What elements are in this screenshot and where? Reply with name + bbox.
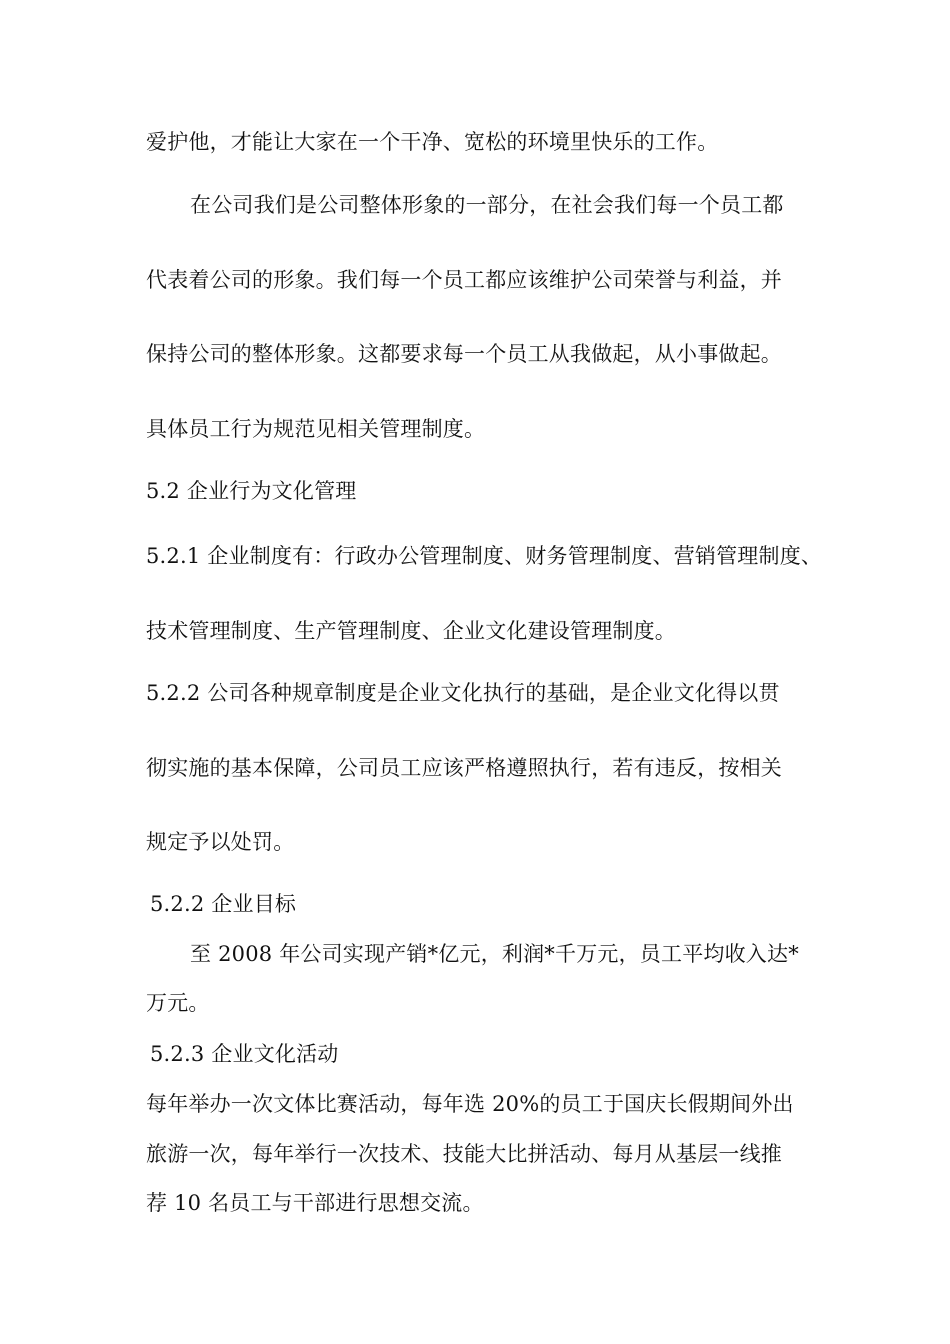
paragraph-line: 5.2.1 企业制度有：行政办公管理制度、财务管理制度、营销管理制度、	[146, 544, 823, 568]
paragraph-line: 万元。	[146, 991, 210, 1015]
paragraph-line: 旅游一次，每年举行一次技术、技能大比拼活动、每月从基层一线推	[146, 1142, 782, 1166]
paragraph-line: 爱护他，才能让大家在一个干净、宽松的环境里快乐的工作。	[146, 130, 719, 154]
section-heading: 5.2 企业行为文化管理	[146, 479, 357, 503]
paragraph-line: 具体员工行为规范见相关管理制度。	[146, 417, 486, 441]
paragraph-line: 技术管理制度、生产管理制度、企业文化建设管理制度。	[146, 619, 676, 643]
paragraph-line: 5.2.2 公司各种规章制度是企业文化执行的基础，是企业文化得以贯	[146, 681, 780, 705]
subsection-heading: 5.2.3 企业文化活动	[150, 1042, 339, 1066]
paragraph-line: 彻实施的基本保障，公司员工应该严格遵照执行，若有违反，按相关	[146, 756, 782, 780]
subsection-heading: 5.2.2 企业目标	[150, 892, 297, 916]
paragraph-line: 每年举办一次文体比赛活动，每年选 20%的员工于国庆长假期间外出	[146, 1092, 794, 1116]
paragraph-line: 保持公司的整体形象。这都要求每一个员工从我做起，从小事做起。	[146, 342, 782, 366]
paragraph-line: 荐 10 名员工与干部进行思想交流。	[146, 1191, 484, 1215]
paragraph-line: 在公司我们是公司整体形象的一部分，在社会我们每一个员工都	[190, 193, 784, 217]
paragraph-line: 至 2008 年公司实现产销*亿元，利润*千万元，员工平均收入达*	[190, 942, 799, 966]
paragraph-line: 代表着公司的形象。我们每一个员工都应该维护公司荣誉与利益，并	[146, 268, 782, 292]
paragraph-line: 规定予以处罚。	[146, 830, 295, 854]
